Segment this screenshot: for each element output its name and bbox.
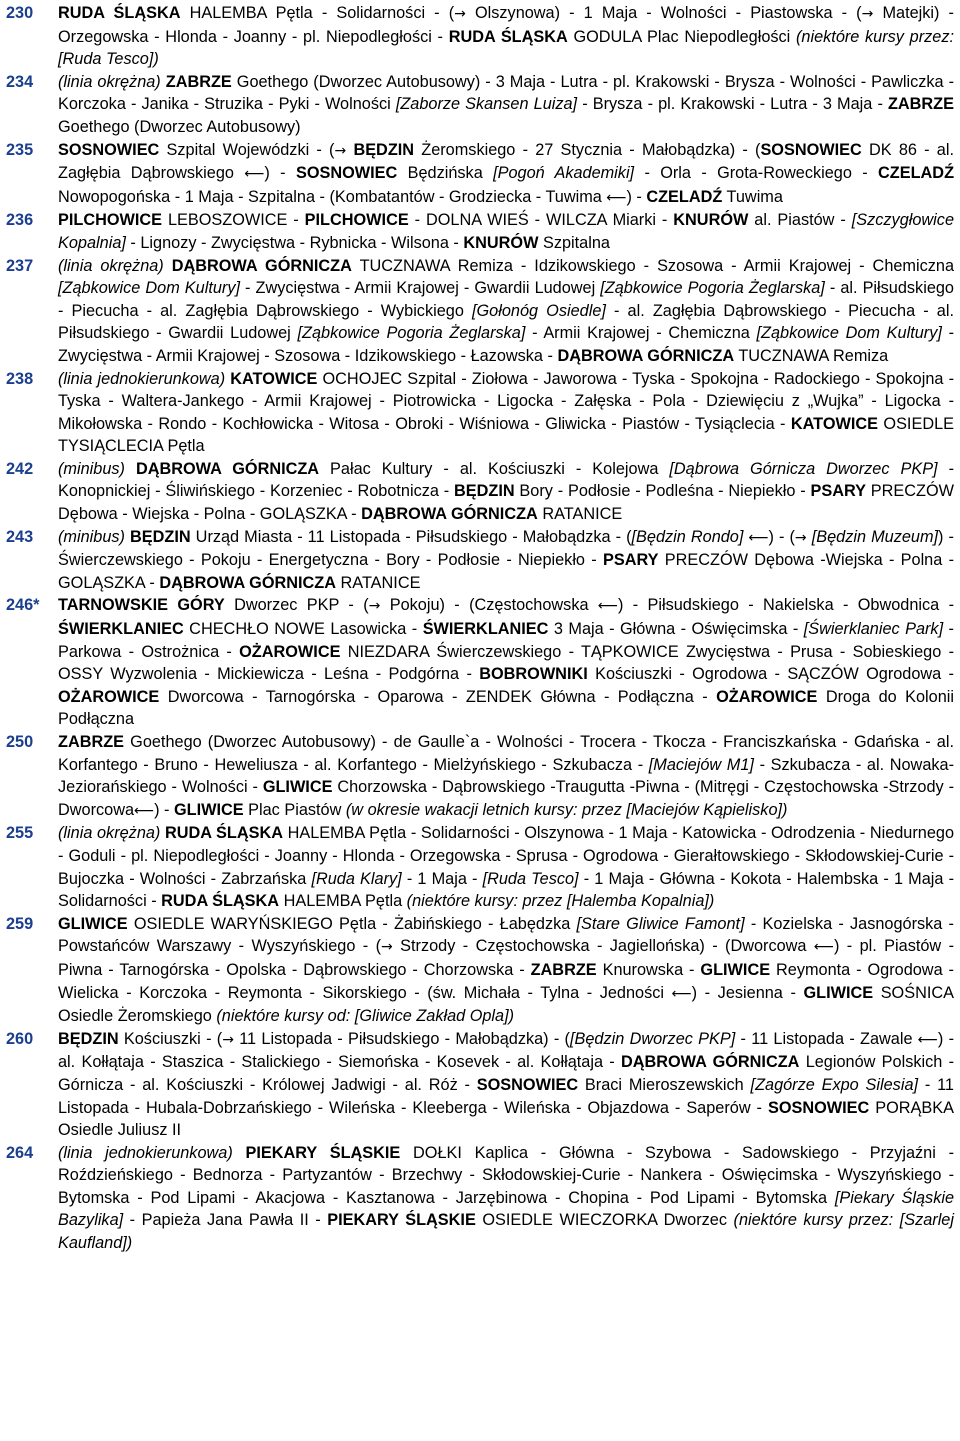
route-description: [58, 458, 954, 526]
city-name: RUDA ŚLĄSKA: [58, 4, 181, 22]
route-note: (linia okrężna): [58, 256, 164, 275]
stop-text: LEBOSZOWICE -: [162, 211, 305, 230]
stop-text: ) - Piłsudskiego - Nakielska - Obwodnica -: [617, 596, 954, 615]
arrow-left-icon: ⟵: [917, 1031, 938, 1048]
city-name: ŚWIERKLANIEC: [58, 620, 184, 639]
city-name: CZELADŹ: [646, 187, 723, 206]
stop-text: Nowopogońska - 1 Maja - Szpitalna - (Kombatantów - Grodziecka - Tuwima: [58, 187, 607, 206]
stop-text: Szpitalna: [538, 233, 610, 252]
city-name: GLIWICE: [700, 960, 771, 979]
stop-text: - Brysza - pl. Krakowski - Lutra - 3 Maja -: [577, 95, 888, 114]
stop-text: Dworzec PKP - (: [224, 596, 369, 615]
city-name: SOSNOWIEC: [295, 164, 398, 183]
stop-text: Matejki) - Orzegowska - Hlonda - Joanny - pl. Niepodległości -: [58, 4, 954, 46]
stop-text: - Kozielska - Jasnogórska - Powstańców Warszawy - Wyszyńskiego - (: [58, 914, 954, 956]
route-number: 235: [6, 140, 34, 159]
stop-text: ) - al. Kołłątaja - Staszica - Stalickiego - Siemońska - Kosevek - al. Kołłątaja -: [58, 1029, 954, 1072]
route-note: (niektóre kursy przez: [Szarlej Kaufland]): [58, 1211, 954, 1253]
city-name: PILCHOWICE: [58, 211, 163, 230]
city-name: DĄBROWA GÓRNICZA: [557, 346, 735, 365]
city-name: OŻAROWICE: [58, 687, 160, 706]
stop-text: Braci Mieroszewskich: [578, 1075, 751, 1094]
stop-text: HALEMBA Pętla - Solidarności - (: [180, 4, 455, 22]
route-description: [58, 209, 954, 254]
stop-text: TUCZNAWA Remiza: [734, 346, 889, 365]
stop-text: OCHOJEC Szpital - Ziołowa - Jaworowa - Tyska - Spokojna - Radockiego - Spokojna - Tyska - Waltera-Jankego - Armii Krajowej - Piotrowicka - Ligocka - Załęska - Pola - Dziewięciu z „Wujka” - Ligocka - Mikołowska - Rondo - Kochłowicka - Witosa - Obroki - Wiśniowa - Gliwicka - Piastów - Tysiąclecia -: [58, 369, 954, 433]
route-note: (linia jednokierunkowa): [58, 1143, 233, 1162]
stop-text: Pałac Kultury - al. Kościuszki - Kolejowa: [319, 459, 670, 478]
route-number: 250: [6, 733, 34, 751]
route-note: (linia okrężna): [58, 824, 161, 843]
stop-text: DOŁKI Kaplica - Główna - Szybowa - Sadowskiego - Przyjaźni - Roździeńskiego - Bednorza - Partyzantów - Brzechwy - Skłodowskiej-Curie - Nankera - Oświęcimska - Wyszyńskiego - Bytomska - Pod Lipami - Akacjowa - Kasztanowa - Jarzębinowa - Chopina - Pod Lipami - Bytomska: [58, 1143, 954, 1207]
route-note: (niektóre kursy: przez [Halemba Kopalnia]): [406, 892, 715, 911]
route-note: [Będzin Muzeum]: [811, 527, 939, 546]
city-name: KNURÓW: [463, 233, 539, 252]
arrow-left-icon: ⟵: [597, 598, 618, 615]
stop-text: Droga do Kolonii Podłączna: [58, 687, 954, 729]
stop-text: DK 86 - al. Zagłębia Dąbrowskiego: [58, 140, 954, 183]
stop-text: - 1 Maja -: [401, 869, 483, 888]
city-name: BĘDZIN: [58, 1029, 119, 1048]
stop-text: Urząd Miasta - 11 Listopada - Piłsudskiego - Małobądzka - (: [190, 527, 632, 546]
stop-text: [164, 257, 172, 275]
stop-text: - al. Zagłębia Dąbrowskiego - Piecucha - al. Piłsudskiego - Gwardii Ludowej: [58, 301, 954, 343]
route-entry: [6, 822, 954, 912]
stop-text: 11 Listopada - Piłsudskiego - Małobądzka) - (: [233, 1029, 570, 1048]
arrow-right-icon: →: [222, 1031, 234, 1048]
route-entry: [6, 255, 954, 368]
stop-text: PORĄBKA Osiedle Juliusz II: [58, 1098, 954, 1140]
route-note: [Szczygłowice Kopalnia]: [58, 211, 954, 252]
stop-text: NIEZDARA Świerczewskiego - TĄPKOWICE Zwycięstwa - Prusa - Sobieskiego - OSSY Wyzwolenia - Mickiewicza - Leśna - Podgórna -: [58, 642, 954, 684]
city-name: TARNOWSKIE GÓRY: [58, 596, 225, 615]
city-name: PIEKARY ŚLĄSKIE: [245, 1143, 401, 1162]
city-name: ŚWIERKLANIEC: [422, 620, 549, 639]
city-name: ZABRZE: [165, 72, 232, 91]
city-name: CZELADŹ: [878, 164, 955, 183]
city-name: BĘDZIN: [353, 140, 415, 159]
arrow-left-icon: ⟵: [748, 529, 769, 546]
city-name: DĄBROWA GÓRNICZA: [135, 459, 320, 478]
stop-text: GODULA Plac Niepodległości: [567, 27, 796, 46]
stop-text: RATANICE: [336, 573, 421, 592]
city-name: KATOWICE: [790, 414, 879, 433]
stop-text: HALEMBA Pętla - Solidarności - Olszynowa - 1 Maja - Katowicka - Odrodzenia - Niedurnego - Goduli - pl. Niepodległości - Joanny - Hlonda - Orzegowska - Sprusa - Ogrodowa - Gierałtowskiego - Skłodowskiej-Curie - Bujoczka - Wolności - Zabrzańska: [58, 824, 954, 888]
stop-text: - Parkowa - Ostrożnica -: [58, 620, 954, 661]
route-entry: [6, 458, 954, 526]
city-name: ZABRZE: [887, 95, 954, 114]
city-name: DĄBROWA GÓRNICZA: [361, 505, 538, 524]
route-entry: [6, 368, 954, 458]
route-entry: [6, 594, 954, 731]
stop-text: HALEMBA Pętla: [279, 892, 407, 911]
route-description: [58, 731, 954, 822]
stop-text: - Szkubacza - al. Nowaka-Jeziorańskiego - Wolności -: [58, 755, 954, 797]
arrow-right-icon: →: [334, 142, 347, 159]
city-name: SOSNOWIEC: [760, 140, 862, 159]
arrow-left-icon: ⟵: [671, 985, 692, 1002]
city-name: KATOWICE: [230, 369, 318, 388]
stop-text: Szpital Wojewódzki - (: [159, 140, 335, 159]
city-name: DĄBROWA GÓRNICZA: [159, 573, 337, 592]
route-note: (minibus): [58, 459, 125, 478]
route-note: (w okresie wakacji letnich kursy: przez [Maciejów Kąpielisko]): [345, 800, 788, 819]
route-description: [58, 822, 954, 912]
route-number: 260: [6, 1029, 34, 1048]
stop-text: - Zwycięstwa - Armii Krajowej - Szosowa - Idzikowskiego - Łazowska -: [58, 324, 954, 365]
route-note: [Będzin Rondo]: [631, 527, 744, 546]
route-entry: [6, 209, 954, 254]
arrow-right-icon: →: [794, 529, 807, 546]
route-note: [Maciejów M1]: [648, 755, 754, 774]
route-note: [Pogoń Akademiki]: [493, 164, 635, 183]
stop-text: Goethego (Dworzec Autobusowy) - 3 Maja - Lutra - pl. Krakowski - Brysza - Wolności - Pawliczka - Korczoka - Janika - Struzika - Pyki - Wolności: [58, 72, 954, 114]
stop-text: Bory - Podłosie - Podleśna - Niepiekło -: [514, 482, 811, 501]
arrow-left-icon: ⟵: [606, 189, 627, 206]
city-name: SOSNOWIEC: [58, 140, 160, 159]
stop-text: Plac Piastów: [243, 800, 346, 819]
city-name: PSARY: [810, 482, 866, 501]
stop-text: SOŚNICA Osiedle Żeromskiego: [58, 983, 954, 1026]
route-note: [Będzin Dworzec PKP]: [569, 1029, 736, 1048]
city-name: GLIWICE: [173, 800, 244, 819]
route-entry: [6, 731, 954, 822]
route-description: [58, 913, 954, 1028]
city-name: SOSNOWIEC: [767, 1098, 870, 1117]
route-number: 243: [6, 527, 34, 546]
route-entry: [6, 913, 954, 1028]
route-entry: [6, 1142, 954, 1255]
route-note: (niektóre kursy przez: [Ruda Tesco]): [58, 27, 954, 69]
arrow-left-icon: ⟵: [813, 939, 834, 956]
route-description: [58, 71, 954, 139]
route-number: 264: [6, 1143, 34, 1162]
stop-text: - al. Piłsudskiego - Piecucha - al. Zagłębia Dąbrowskiego - Wybickiego: [58, 279, 954, 320]
city-name: GLIWICE: [58, 914, 128, 933]
stop-text: - 1 Maja - Główna - Kokota - Halembska - 1 Maja - Solidarności -: [58, 869, 955, 911]
city-name: ZABRZE: [58, 733, 125, 751]
route-entry: [6, 71, 954, 139]
stop-text: Olszynowa) - 1 Maja - Wolności - Piastowska - (: [465, 4, 862, 22]
route-description: [58, 2, 954, 71]
stop-text: ) - (: [768, 527, 795, 546]
city-name: RUDA ŚLĄSKA: [161, 892, 280, 911]
stop-text: [125, 460, 136, 478]
route-note: [Ruda Tesco]: [482, 869, 579, 888]
arrow-right-icon: →: [368, 598, 381, 615]
city-name: ZABRZE: [530, 960, 597, 979]
stop-text: ) - pl. Piastów - Piwna - Tarnogórska - Opolska - Dąbrowskiego - Chorzowska -: [58, 937, 954, 979]
stop-text: OSIEDLE WARYŃSKIEGO Pętla - Żabińskiego - Łabędzka: [127, 914, 577, 933]
stop-text: al. Piastów -: [748, 211, 852, 230]
route-number: 246*: [6, 596, 40, 615]
stop-text: Goethego (Dworzec Autobusowy) - de Gaulle`a - Wolności - Trocera - Tkocza - Franciszkańska - Gdańska - al. Korfantego - Bruno - Heweliusza - al. Korfantego - Mielżyńskiego - Szkubacza -: [58, 733, 954, 774]
stop-text: - Papieża Jana Pawła II -: [123, 1211, 328, 1230]
route-note: (minibus): [58, 527, 125, 546]
city-name: DĄBROWA GÓRNICZA: [171, 256, 352, 275]
stop-text: - DOLNA WIEŚ - WILCZA Miarki -: [408, 211, 674, 230]
route-entry: [6, 2, 954, 71]
city-name: BĘDZIN: [130, 527, 191, 546]
stop-text: - 11 Listopada - Hubala-Dobrzańskiego - Wileńska - Kleeberga - Wileńska - Objazdowa - Saperów -: [58, 1075, 954, 1117]
route-note: (linia okrężna): [58, 72, 161, 91]
stop-text: - Konopnickiej - Śliwińskiego - Korzeniec - Robotnicza -: [58, 459, 954, 501]
stop-text: Reymonta - Ogrodowa - Wielicka - Korczoka - Reymonta - Sikorskiego - (św. Michała - Tylna - Jedności: [58, 960, 954, 1002]
stop-text: [233, 1144, 246, 1162]
city-name: OŻAROWICE: [239, 642, 341, 661]
route-description: [58, 594, 954, 731]
route-entry: [6, 526, 954, 595]
city-name: OŻAROWICE: [716, 687, 818, 706]
route-note: [Piekary Śląskie Bazylika]: [58, 1188, 955, 1230]
stop-text: Legionów Polskich - Górnicza - al. Kościuszki - Królowej Jadwigi - al. Róż -: [58, 1053, 955, 1094]
stop-text: ) -: [264, 164, 296, 183]
route-number: 234: [6, 72, 34, 91]
city-name: PILCHOWICE: [304, 211, 409, 230]
stop-text: - Armii Krajowej - Chemiczna: [525, 324, 757, 343]
stop-text: Chorzowska - Dąbrowskiego -Traugutta -Piwna - (Mitręgi - Częstochowska -Strzody - Dworcowa: [58, 778, 954, 819]
route-note: (linia jednokierunkowa): [58, 369, 226, 388]
stop-text: - Orla - Grota-Roweckiego -: [634, 164, 879, 183]
stop-text: Będzińska: [397, 164, 494, 183]
stop-text: - 11 Listopada - Zawale: [735, 1029, 918, 1048]
stop-text: PRECZÓW Dębowa -Wiejska - Polna - GOLĄSZKA -: [58, 551, 954, 592]
city-name: RUDA ŚLĄSKA: [448, 27, 568, 46]
stop-text: TUCZNAWA Remiza - Idzikowskiego - Szosowa - Armii Krajowej - Chemiczna: [351, 256, 954, 275]
route-note: [Zagórze Expo Silesia]: [750, 1075, 919, 1094]
route-note: [Ząbkowice Pogoria Żeglarska]: [297, 324, 526, 343]
stop-text: Kościuszki - Ogrodowa - SĄCZÓW Ogrodowa -: [587, 665, 954, 684]
stop-text: OSIEDLE TYSIĄCLECIA Pętla: [58, 414, 954, 456]
city-name: SOSNOWIEC: [476, 1075, 579, 1094]
stop-text: OSIEDLE WIECZORKA Dworzec: [475, 1211, 734, 1230]
city-name: PIEKARY ŚLĄSKIE: [327, 1211, 476, 1230]
route-number: 236: [6, 211, 34, 230]
city-name: GLIWICE: [262, 778, 333, 797]
stop-text: Pokoju) - (Częstochowska: [380, 596, 598, 615]
route-note: [Gołonóg Osiedle]: [471, 301, 606, 320]
route-number: 242: [6, 459, 34, 478]
stop-text: - Lignozy - Zwycięstwa - Rybnicka - Wilsona -: [125, 233, 464, 252]
route-note: [Ząbkowice Dom Kultury]: [58, 279, 241, 298]
stop-text: - Zwycięstwa - Armii Krajowej - Gwardii Ludowej: [240, 279, 601, 298]
arrow-left-icon: ⟵: [134, 802, 155, 819]
arrow-right-icon: →: [861, 6, 874, 22]
stop-text: Strzody - Częstochowska - Jagiellońska) - (Dworcowa: [392, 937, 814, 956]
route-note: [Stare Gliwice Famont]: [576, 914, 745, 933]
route-note: (niektóre kursy od: [Gliwice Zakład Opla]): [216, 1007, 515, 1026]
route-description: [58, 526, 954, 595]
stop-text: Tuwima: [722, 187, 783, 206]
route-entry: [6, 139, 954, 210]
city-name: KNURÓW: [673, 211, 749, 230]
city-name: GLIWICE: [803, 983, 874, 1002]
arrow-right-icon: →: [454, 6, 466, 22]
stop-text: Goethego (Dworzec Autobusowy): [58, 117, 301, 136]
route-number: 237: [6, 256, 34, 275]
city-name: BĘDZIN: [454, 482, 515, 501]
stop-text: ) - Świerczewskiego - Pokoju - Energetyczna - Bory - Podłosie - Niepiekło -: [58, 527, 954, 570]
route-description: [58, 255, 954, 368]
stop-text: 3 Maja - Główna - Oświęcimska -: [548, 620, 804, 639]
stop-text: CHECHŁO NOWE Lasowicka -: [183, 620, 423, 639]
route-description: [58, 368, 954, 458]
stop-text: Knurowska -: [596, 960, 701, 979]
city-name: PSARY: [602, 551, 659, 570]
route-note: [Ząbkowice Dom Kultury]: [756, 324, 942, 343]
city-name: DĄBROWA GÓRNICZA: [620, 1053, 800, 1072]
stop-text: Dworcowa - Tarnogórska - Oparowa - ZENDEK Główna - Podłączna -: [159, 687, 717, 706]
city-name: BOBROWNIKI: [479, 665, 588, 684]
stop-text: ) -: [154, 800, 174, 819]
route-note: [Ruda Klary]: [311, 869, 402, 888]
stop-text: ) - Jesienna -: [691, 983, 804, 1002]
route-description: [58, 1142, 954, 1255]
route-note: [Ząbkowice Pogoria Żeglarska]: [600, 279, 825, 298]
city-name: RUDA ŚLĄSKA: [164, 824, 283, 843]
route-number: 259: [6, 914, 34, 933]
route-description: [58, 139, 954, 210]
stop-text: ) -: [626, 187, 647, 206]
stop-text: Żeromskiego - 27 Stycznia - Małobądzka) - (: [414, 140, 761, 159]
arrow-right-icon: →: [381, 939, 393, 956]
route-description: [58, 1028, 954, 1142]
arrow-left-icon: ⟵: [244, 166, 265, 183]
stop-text: PRECZÓW Dębowa - Wiejska - Polna - GOLĄSZKA -: [58, 482, 954, 524]
stop-text: Kościuszki - (: [118, 1029, 223, 1048]
route-entry: [6, 1028, 954, 1142]
route-note: [Dąbrowa Górnicza Dworzec PKP]: [669, 459, 938, 478]
route-number: 255: [6, 824, 34, 843]
route-note: [Świerklaniec Park]: [803, 620, 944, 639]
route-number: 238: [6, 369, 34, 388]
route-number: 230: [6, 4, 34, 22]
stop-text: RATANICE: [537, 505, 623, 524]
route-note: [Zaborze Skansen Luiza]: [395, 95, 578, 114]
